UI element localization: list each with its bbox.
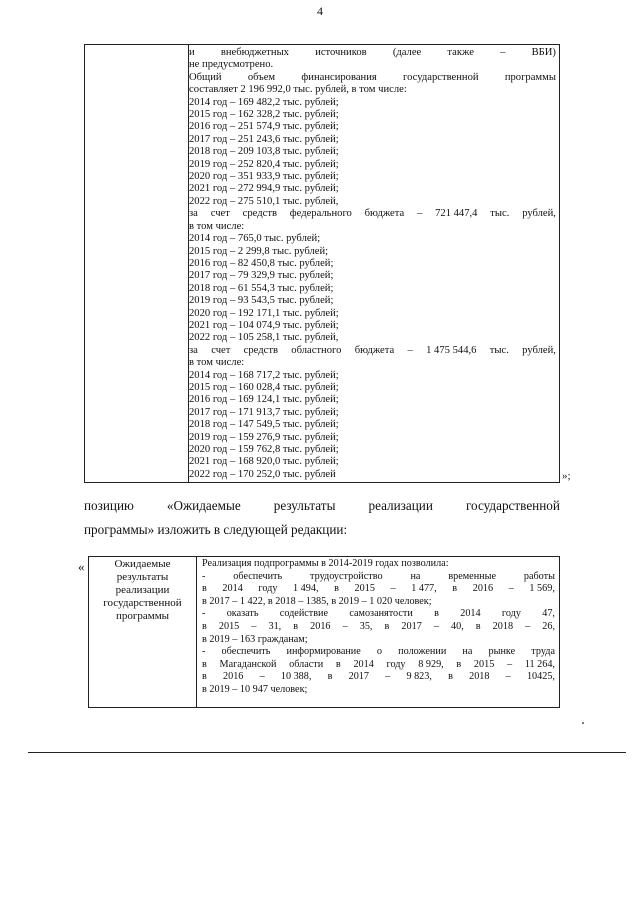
text-line: 2014 год – 169 482,2 тыс. рублей; [189,96,339,108]
word: 2014 [353,658,374,670]
paragraph-line-2: программы» изложить в следующей редакции: [84,522,348,537]
word: году [386,658,406,670]
text-line: 2019 год – 93 543,5 тыс. рублей; [189,295,334,307]
word: финансирования [301,71,377,83]
word: и [189,47,195,58]
word: 9 823, [406,671,432,683]
word: 2014 [460,608,481,620]
text-line: 2021 год – 272 994,9 тыс. рублей; [189,183,339,195]
word: – [525,620,531,632]
text-line: 2017 год – 171 913,7 тыс. рублей; [189,406,339,418]
word: программы [504,71,556,83]
word: счет [211,344,231,356]
word: – [390,583,396,595]
text-line [189,47,556,59]
expected-results-table [88,556,560,708]
label-line: государственной [103,597,182,609]
text-line: 2021 год – 104 074,9 тыс. рублей; [189,319,339,331]
word: в [202,583,207,595]
word: рублей, [522,344,556,356]
word: содействие [279,608,329,620]
opening-quote-mark: « [78,559,85,574]
word: тыс. [490,208,510,220]
word: за [189,208,198,220]
word: – [259,671,265,683]
text-line: 2017 год – 251 243,6 тыс. рублей; [189,133,339,145]
word: – [505,671,511,683]
expected-results-content-cell [202,558,555,697]
word: обеспечить [221,646,271,658]
word: – [508,583,514,595]
word: 10425, [526,671,555,683]
word: 47, [542,608,555,620]
word: 721 447,4 [435,208,478,220]
word: – [385,671,391,683]
word: в [456,658,462,670]
word: средств [242,208,277,220]
text-line: 2014 год – 168 717,2 тыс. рублей; [189,369,339,381]
word: 2017 [348,671,369,683]
text-line: 2021 год – 168 920,0 тыс. рублей; [189,456,339,468]
word: в [293,620,299,632]
word: 2017 [401,620,422,632]
label-line: результаты [116,571,169,583]
text-line: 2015 год – 162 328,2 тыс. рублей; [189,109,339,121]
expected-results-label-cell [89,557,197,707]
text-line [189,345,556,357]
word: в [334,583,339,595]
word: 1 494, [293,583,319,595]
word: в [202,658,207,670]
word: в [452,583,458,595]
word: средств [243,344,278,356]
word: в [202,671,207,683]
word: - [202,570,206,582]
word: государственной [465,498,560,513]
text-line [189,72,556,84]
word: на [410,570,421,582]
text-line [202,608,555,621]
word: 2018 [492,620,514,632]
word: 35, [359,620,373,632]
word: 2016 [223,671,244,683]
word: в [335,658,341,670]
word: 2015 [218,620,240,632]
word: – [507,658,513,670]
word: реализации [368,498,433,513]
word: 26, [542,620,555,632]
financing-table [84,44,560,483]
word: году [258,583,278,595]
scan-dot [582,722,584,724]
text-line: 2016 год – 82 450,8 тыс. рублей; [189,257,334,269]
word: в [475,620,481,632]
word: информирование [286,646,361,658]
text-line: 2020 год – 159 762,8 тыс. рублей; [189,444,339,455]
word: 40, [451,620,464,632]
text-line: 2018 год – 209 103,8 тыс. рублей; [189,146,339,158]
word: позицию [84,498,134,513]
text-line: не предусмотрено. [189,59,274,71]
text-line: в том числе: [189,220,245,232]
text-line: 2015 год – 160 028,4 тыс. рублей; [189,381,339,393]
text-line: в 2017 – 1 422, в 2018 – 1385, в 2019 – 1 020 человек; [202,595,432,607]
word: Общий [189,71,222,83]
word: рынке [488,646,516,658]
text-line: 2020 год – 351 933,9 тыс. рублей; [189,171,339,183]
word: 8 929, [418,658,444,670]
word: внебюджетных [220,47,289,58]
word: 2015 [473,658,495,670]
word: – [416,208,423,220]
word: в [384,620,390,632]
word: оказать [226,608,259,620]
word: в [202,620,207,632]
text-line: 2022 год – 170 252,0 тыс. рублей [189,468,336,480]
word: году [501,608,521,620]
word: 2015 [354,583,375,595]
text-line: 2015 год – 2 299,8 тыс. рублей; [189,245,329,257]
text-line [202,659,555,672]
label-line: реализации [115,584,170,596]
word: труда [531,646,555,658]
text-line: в том числе: [189,357,245,369]
label-line: Ожидаемые [114,558,171,570]
word: о [376,646,383,658]
word: в [448,671,453,683]
text-line: 2017 год – 79 329,9 тыс. рублей; [189,270,334,282]
word: бюджета [364,208,405,220]
word: – [500,47,506,58]
word: государственной [403,71,479,83]
word: 11 264, [524,658,555,670]
text-line: 2014 год – 765,0 тыс. рублей; [189,233,321,245]
page-number: 4 [317,4,323,18]
text-line [202,583,555,596]
word: ВБИ) [531,47,556,58]
paragraph-line-1 [84,497,560,515]
closing-quote-mark: »; [562,470,571,482]
word: – [251,620,257,632]
word: объем [247,71,276,83]
word: - [202,608,206,620]
text-line: в 2019 – 163 гражданам; [202,633,308,645]
text-line [202,571,555,584]
word: федерального [289,208,352,220]
word: «Ожидаемые [166,498,241,513]
word: тыс. [489,344,509,356]
financing-table-right-cell [189,47,556,481]
text-line: 2016 год – 251 574,9 тыс. рублей; [189,121,339,133]
word: - [202,646,206,658]
word: 2016 [472,583,494,595]
text-line: в 2019 – 10 947 человек; [202,683,308,695]
word: в [327,671,333,683]
text-line [202,646,555,659]
word: – [433,620,439,632]
text-line: 2016 год – 169 124,1 тыс. рублей; [189,394,339,406]
word: 31, [268,620,282,632]
word: бюджета [354,344,395,356]
financing-table-left-cell [85,45,189,482]
word: временные [448,570,496,582]
word: самозанятости [349,608,413,620]
word: (далее [392,47,422,58]
word: трудоустройство [310,570,383,582]
text-line [202,671,555,684]
footer-rule [28,752,626,753]
text-line: Реализация подпрограммы в 2014-2019 годах позволила: [202,558,449,569]
text-line: 2018 год – 61 554,3 тыс. рублей; [189,282,334,294]
word: 10 388, [280,671,312,683]
word: источников [315,47,367,58]
word: Магаданской [219,658,277,670]
text-line: 2022 год – 275 510,1 тыс. рублей, [189,195,339,207]
word: обеспечить [233,570,283,582]
word: 2018 [469,671,490,683]
text-line: 2018 год – 147 549,5 тыс. рублей; [189,419,339,431]
word: 1 569, [529,583,555,595]
word: области [289,658,324,670]
word: 2014 [222,583,243,595]
text-line: 2019 год – 252 820,4 тыс. рублей; [189,158,339,170]
word: – [342,620,348,632]
word: 1 477, [411,583,437,595]
word: счет [210,208,230,220]
word: рублей, [522,208,556,220]
word: за [189,344,198,356]
word: – [407,344,413,356]
text-line: 2022 год – 105 258,1 тыс. рублей, [189,332,339,344]
word: 2016 [310,620,331,632]
text-line [202,621,555,634]
label-line: программы [115,610,170,622]
word: работы [523,570,555,582]
word: в [434,608,439,620]
word: результаты [273,498,336,513]
text-line: составляет 2 196 992,0 тыс. рублей, в том числе: [189,84,407,96]
text-line: 2019 год – 159 276,9 тыс. рублей; [189,431,339,443]
word: областного [291,344,342,356]
word: на [462,646,473,658]
text-line [189,208,556,220]
word: также [447,47,474,58]
text-line: 2020 год – 192 171,1 тыс. рублей; [189,307,339,319]
word: положении [398,646,447,658]
word: 1 475 544,6 [426,344,477,356]
